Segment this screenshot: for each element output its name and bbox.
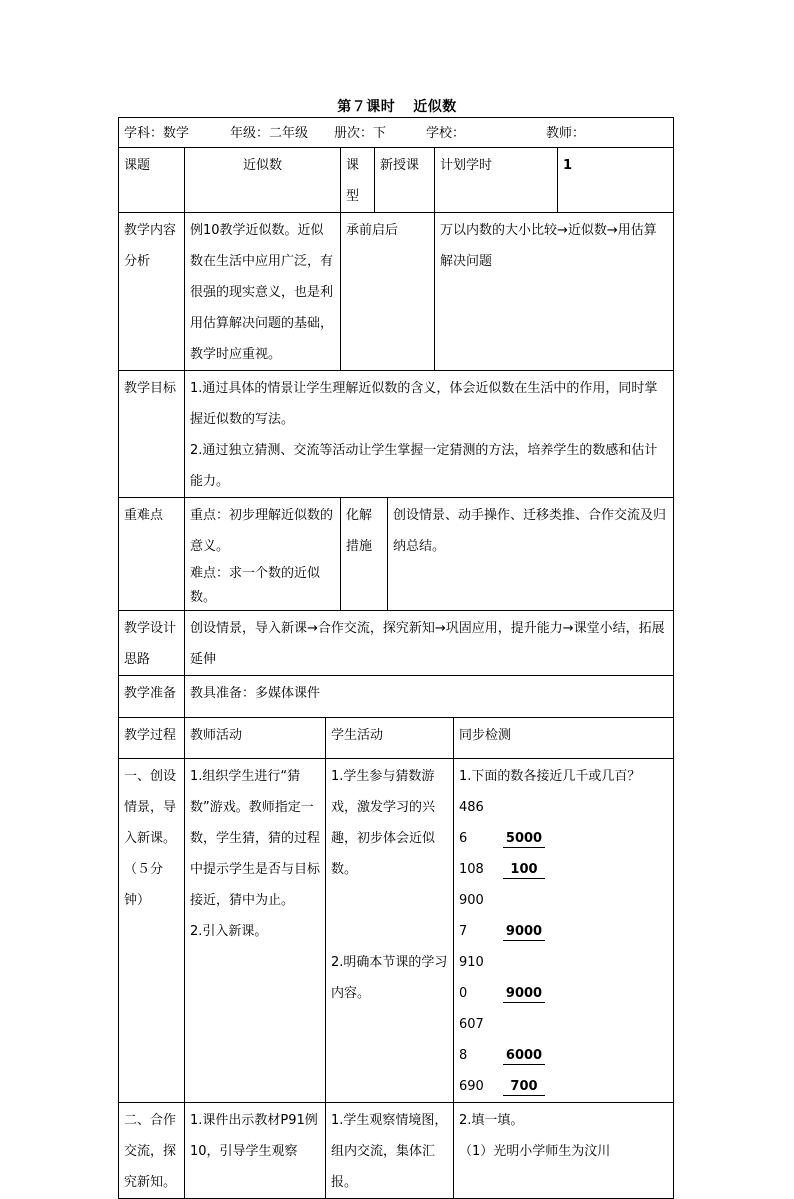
student-column-header: 学生活动 [326, 718, 454, 759]
step1-check-title: 1.下面的数各接近几千或几百？ [459, 769, 641, 784]
analysis-content: 例10教学近似数。近似数在生活中应用广泛，有很强的现实意义，也是利用估算解决问题的基础，教学时应重视。 [185, 213, 341, 371]
key-label: 重难点 [119, 498, 185, 611]
teacher-field: 教师： [546, 126, 586, 141]
hours-value: 1 [558, 148, 674, 213]
check-item [459, 1071, 668, 1102]
key-content [185, 498, 341, 611]
step1-teacher [185, 759, 326, 1103]
check-number: 108 [459, 862, 484, 877]
check-number: 6078 [459, 1017, 484, 1063]
check-answer: 9000 [503, 924, 545, 941]
bridge-label: 承前启后 [341, 213, 435, 371]
step1-student [326, 759, 454, 1103]
difficulty-point: 难点：求一个数的近似数。 [190, 566, 321, 605]
volume-field: 册次：下 [334, 126, 387, 141]
teacher-column-header: 教师活动 [185, 718, 326, 759]
check-answer: 700 [503, 1079, 545, 1096]
goal-2: 2.通过独立猜测、交流等活动让学生掌握一定猜测的方法，培养学生的数感和估计能力。 [190, 443, 658, 489]
header-row [119, 118, 674, 148]
design-label: 教学设计思路 [119, 611, 185, 676]
check-item [459, 1009, 668, 1071]
check-answer: 100 [503, 862, 545, 879]
step2-label: 二、合作交流，探究新知。 [119, 1103, 185, 1199]
design-row [119, 611, 674, 676]
subject-field: 学科：数学 [124, 126, 190, 141]
process-header-row [119, 718, 674, 759]
lesson-plan-table [118, 117, 674, 1199]
step2-check [454, 1103, 674, 1199]
step2-student: 1.学生观察情境图，组内交流，集体汇报。 [326, 1103, 454, 1199]
step2-row [119, 1103, 674, 1199]
check-item [459, 854, 668, 885]
check-item [459, 947, 668, 1009]
goals-label: 教学目标 [119, 371, 185, 498]
step1-label: 一、创设情景，导入新课。（５分钟） [119, 759, 185, 1103]
method-label: 化解措施 [341, 498, 388, 611]
topic-row [119, 148, 674, 213]
lesson-number: 第７课时 [337, 99, 396, 115]
prep-value: 教具准备：多媒体课件 [185, 676, 674, 718]
check-item [459, 792, 668, 854]
prep-row [119, 676, 674, 718]
process-label: 教学过程 [119, 718, 185, 759]
step1-student-activity-2: 2.明确本节课的学习内容。 [331, 955, 448, 1001]
step2-check-line: （1）光明小学师生为汶川 [459, 1144, 611, 1159]
topic-label: 课题 [119, 148, 185, 213]
method-value: 创设情景、动手操作、迁移类推、合作交流及归纳总结。 [388, 498, 674, 611]
topic-value: 近似数 [185, 148, 341, 213]
type-label: 课型 [341, 148, 375, 213]
check-column-header: 同步检测 [454, 718, 674, 759]
design-value: 创设情景，导入新课→合作交流，探究新知→巩固应用，提升能力→课堂小结，拓展延伸 [185, 611, 674, 676]
goals-row [119, 371, 674, 498]
grade-field: 年级：二年级 [230, 126, 309, 141]
step1-teacher-activity-2: 2.引入新课。 [190, 924, 268, 939]
key-point: 重点：初步理解近似数的意义。 [190, 508, 334, 554]
page-title [0, 96, 794, 116]
check-number: 9007 [459, 893, 484, 939]
check-number: 4866 [459, 800, 484, 846]
bridge-value: 万以内数的大小比较→近似数→用估算解决问题 [435, 213, 674, 371]
analysis-row [119, 213, 674, 371]
step2-check-title: 2.填一填。 [459, 1113, 524, 1128]
goal-1: 1.通过具体的情景让学生理解近似数的含义，体会近似数在生活中的作用，同时掌握近似数的写法。 [190, 381, 658, 427]
check-answer: 6000 [503, 1048, 545, 1065]
hours-label: 计划学时 [435, 148, 558, 213]
type-value: 新授课 [375, 148, 435, 213]
step1-student-activity-1: 1.学生参与猜数游戏，激发学习的兴趣，初步体会近似数。 [331, 769, 436, 877]
check-answer: 5000 [503, 831, 545, 848]
step1-row [119, 759, 674, 1103]
goals-content [185, 371, 674, 498]
step1-teacher-activity-1: 1.组织学生进行“猜数”游戏。教师指定一数，学生猜，猜的过程中提示学生是否与目标接近，猜中为止。 [190, 769, 321, 908]
school-field: 学校： [426, 126, 466, 141]
check-item [459, 885, 668, 947]
prep-label: 教学准备 [119, 676, 185, 718]
check-number: 690 [459, 1079, 484, 1094]
check-number: 9100 [459, 955, 484, 1001]
step2-teacher: 1.课件出示教材P91例10，引导学生观察 [185, 1103, 326, 1199]
step1-check [454, 759, 674, 1103]
analysis-label: 教学内容分析 [119, 213, 185, 371]
key-row [119, 498, 674, 611]
check-answer: 9000 [503, 986, 545, 1003]
lesson-topic: 近似数 [413, 99, 457, 115]
